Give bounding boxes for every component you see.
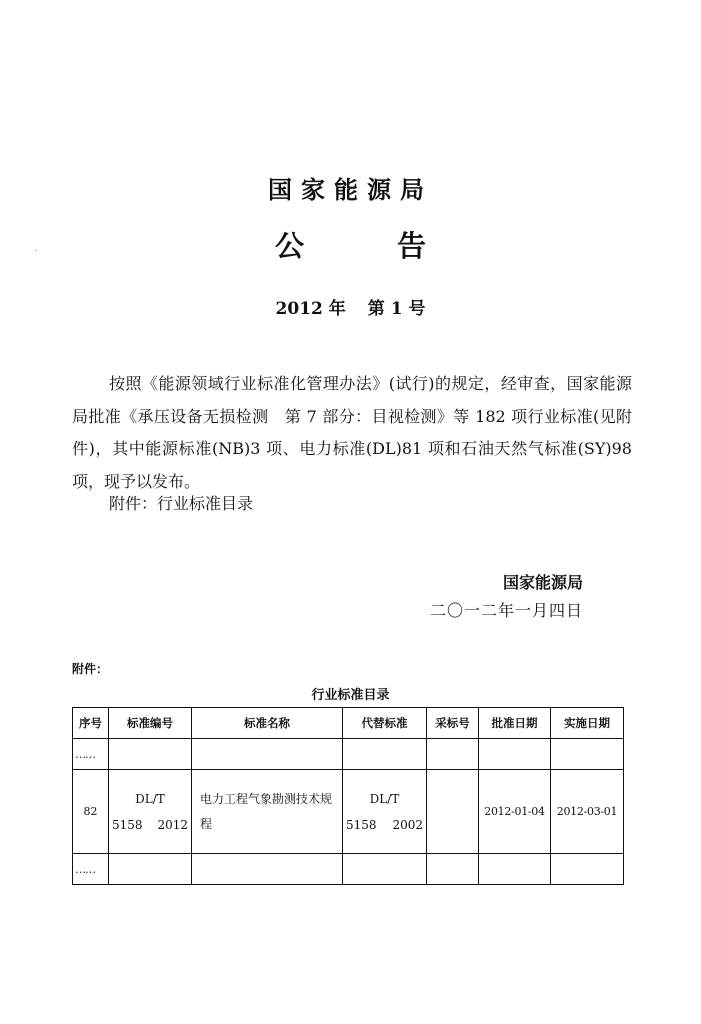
attachment-label: 附件： [72,662,109,676]
table-cell [192,854,343,885]
standard-code-prefix: DL/T [135,791,165,806]
announcement-paragraph: 按照《能源领域行业标准化管理办法》(试行)的规定，经审查，国家能源局批准《承压设备无损检测 第 7 部分：目视检测》等 182 项行业标准(见附件)，其中能源标准(NB)3 项、电力标准(DL)81 项和石油天然气标准(SY)98 项，现予以发布。 [72,374,632,491]
table-header-row [73,708,624,739]
replaced-standard [343,770,427,854]
table-cell [109,854,192,885]
document-number [0,294,701,319]
standard-name: 电力工程气象勘测技术规程 [192,770,343,854]
table-cell [343,739,427,770]
table-cell [427,854,479,885]
ellipsis-cell: …… [73,854,109,885]
table-cell [109,739,192,770]
column-header: 代替标准 [343,708,427,739]
adopted-standard [427,770,479,854]
column-header: 标准编号 [109,708,192,739]
column-header: 实施日期 [551,708,624,739]
column-header: 标准名称 [192,708,343,739]
replaced-code-prefix: DL/T [369,791,400,806]
table-cell [343,854,427,885]
column-header: 采标号 [427,708,479,739]
approval-date: 2012-01-04 [479,770,551,854]
document-year: 2012 年 [275,299,346,319]
document-type: 公 告 [274,229,458,263]
scan-speck [36,250,37,251]
table-row [73,739,624,770]
table-cell [479,739,551,770]
table-title: 行业标准目录 [311,688,390,703]
attachment-note: 附件：行业标准目录 [109,494,254,513]
standard-code-number: 5158 [112,817,143,832]
table-cell [551,854,624,885]
replaced-code-number: 5158 [346,817,377,832]
document-sequence: 第 1 号 [367,299,426,319]
signature-organization: 国家能源局 [502,573,583,592]
table-cell [479,854,551,885]
table-cell [192,739,343,770]
column-header: 批准日期 [479,708,551,739]
replaced-code-year: 2002 [392,817,423,832]
table-row [73,854,624,885]
standard-code [109,770,192,854]
standards-table [72,707,624,885]
signature-date: 二〇一二年一月四日 [429,601,583,620]
table-cell [427,739,479,770]
standard-code-year: 2012 [157,817,188,832]
ellipsis-cell: …… [73,739,109,770]
table-row [73,770,624,854]
issuer-title: 国家能源局 [268,176,433,204]
effective-date: 2012-03-01 [551,770,624,854]
table-cell [551,739,624,770]
row-sequence: 82 [73,770,109,854]
column-header: 序号 [73,708,109,739]
